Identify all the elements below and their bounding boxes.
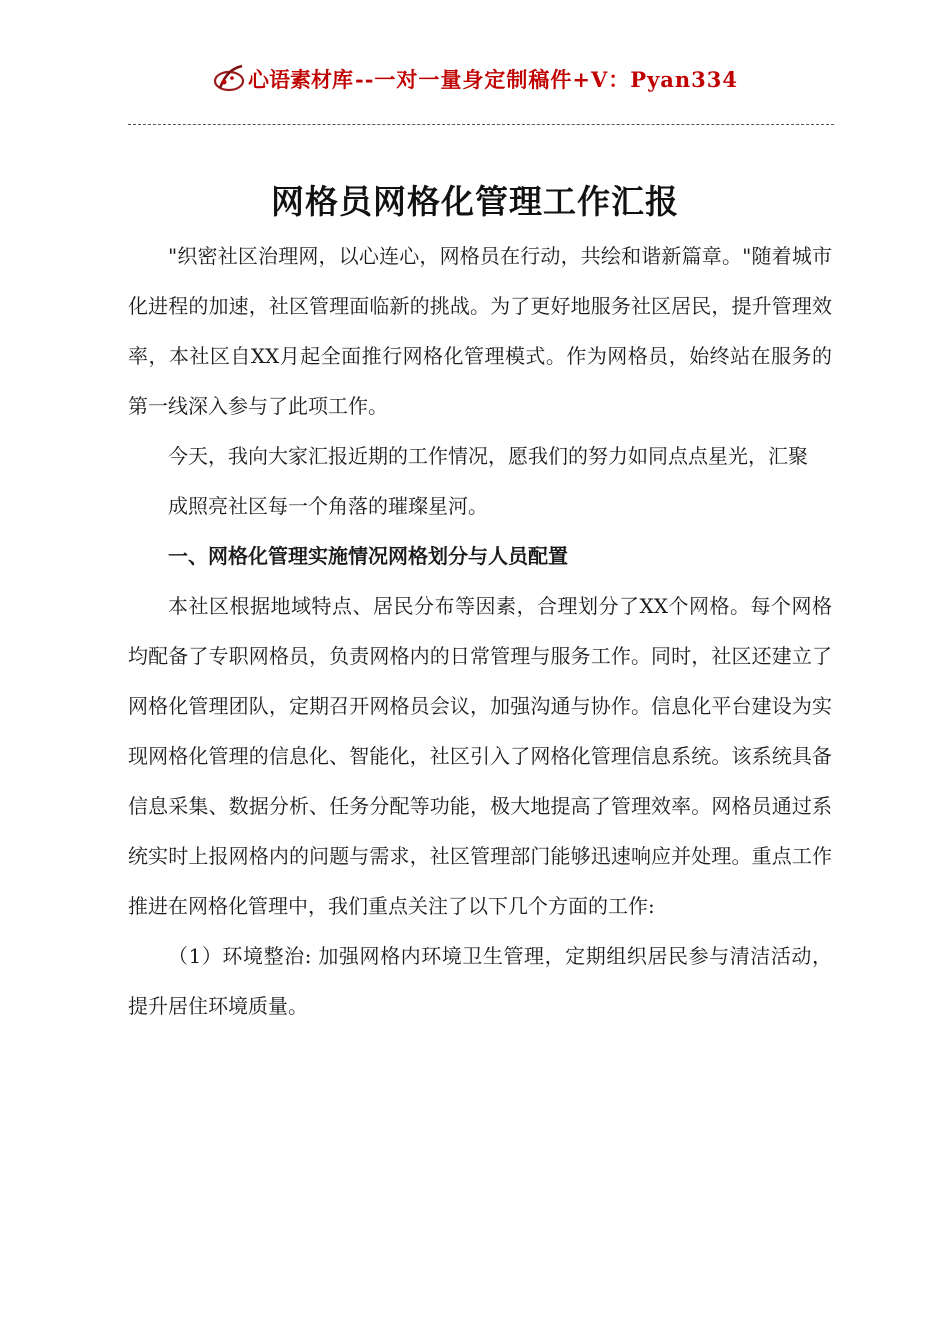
header-tagline: --一对一量身定制稿件+V：Pyan334 [354,67,739,92]
brand-logo-icon [212,62,246,96]
header-divider [128,124,834,125]
section-heading: 一、网格化管理实施情况网格划分与人员配置 [168,544,568,568]
brand-name: 心语素材库 [247,67,353,92]
header-inner [212,62,738,96]
report-continuation-paragraph: 成照亮社区每一个角落的璀璨星河。 [168,494,488,518]
document-body [128,231,832,1031]
section-paragraph: 本社区根据地域特点、居民分布等因素，合理划分了XX个网格。每个网格均配备了专职网格员，负责网格内的日常管理与服务工作。同时，社区还建立了网格化管理团队，定期召开网格员会议，加强沟通与协作。信息化平台建设为实现网格化管理的信息化、智能化，社区引入了网格化管理信息系统。该系统具备信息采集、数据分析、任务分配等功能，极大地提高了管理效率。网格员通过系统实时上报网格内的问题与需求，社区管理部门能够迅速响应并处理。重点工作推进在网格化管理中，我们重点关注了以下几个方面的工作: [128,594,832,918]
intro-paragraph: "织密社区治理网，以心连心，网格员在行动，共绘和谐新篇章。"随着城市化进程的加速，社区管理面临新的挑战。为了更好地服务社区居民，提升管理效率，本社区自XX月起全面推行网格化管理模式。作为网格员，始终站在服务的第一线深入参与了此项工作。 [128,244,832,418]
page-header [0,62,950,102]
section-list-item: （1）环境整治: 加强网格内环境卫生管理，定期组织居民参与清洁活动，提升居住环境质量。 [128,944,832,1018]
report-paragraph: 今天，我向大家汇报近期的工作情况，愿我们的努力如同点点星光，汇聚 [168,444,808,468]
document-title: 网格员网格化管理工作汇报 [271,182,679,221]
